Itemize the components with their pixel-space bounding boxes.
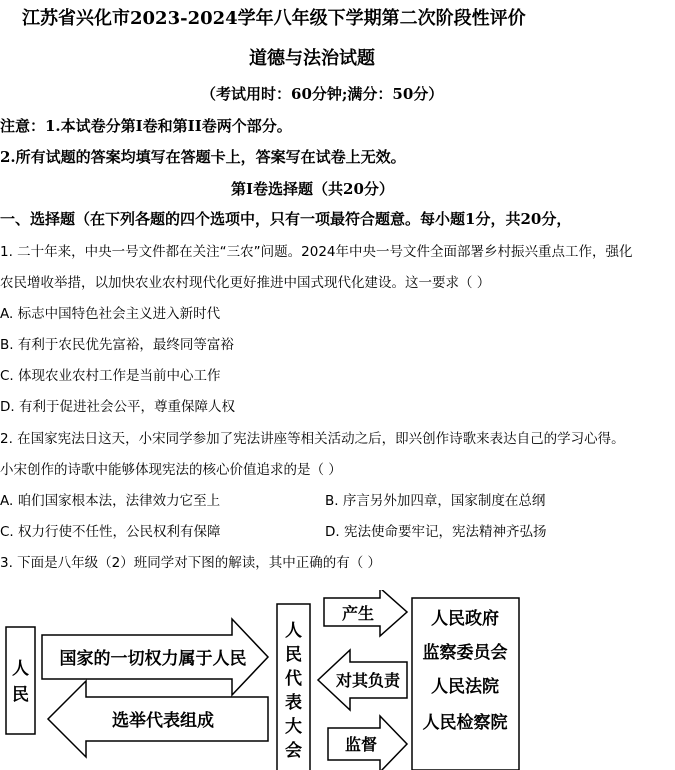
organ-government: 人民政府 — [431, 609, 499, 629]
arrow-top-label: 国家的一切权力属于人民 — [59, 649, 247, 669]
people-box — [6, 627, 35, 734]
q2-stem-line2: 小宋创作的诗歌中能够体现宪法的核心价值追求的是（ ） — [0, 462, 342, 478]
arrow-bottom-label: 选举代表组成 — [112, 711, 214, 731]
organ-court: 人民法院 — [431, 677, 499, 697]
organ-procuratorate: 人民检察院 — [422, 713, 508, 733]
arrow-responsible-label: 对其负责 — [335, 671, 401, 690]
q2-option-c: C. 权力行使不任性，公民权利有保障 — [0, 524, 221, 540]
congress-char-1: 人 — [285, 621, 302, 641]
q2-option-d: D. 宪法使命要牢记，宪法精神齐弘扬 — [325, 524, 547, 540]
q1-stem-line2: 农民增收举措，以加快农业农村现代化更好推进中国式现代化建设。这一要求（ ） — [0, 275, 491, 291]
q1-option-a: A. 标志中国特色社会主义进入新时代 — [0, 306, 221, 322]
power-structure-diagram — [0, 590, 675, 770]
q1-option-b: B. 有利于农民优先富裕，最终同等富裕 — [0, 337, 234, 353]
organ-supervisory-commission: 监察委员会 — [422, 643, 508, 663]
exam-info: （考试用时：60分钟;满分：50分） — [201, 85, 444, 103]
q2-option-b: B. 序言另外加四章，国家制度在总纲 — [325, 493, 546, 509]
arrow-produce-label: 产生 — [341, 604, 375, 623]
exam-subtitle: 道德与法治试题 — [249, 48, 375, 69]
exam-title: 江苏省兴化市2023-2024学年八年级下学期第二次阶段性评价 — [22, 8, 526, 29]
q2-option-a: A. 咱们国家根本法，法律效力它至上 — [0, 493, 221, 509]
congress-char-6: 会 — [285, 741, 302, 761]
note-1: 注意：1.本试卷分第I卷和第II卷两个部分。 — [0, 117, 292, 135]
q3-stem-line1: 3. 下面是八年级（2）班同学对下图的解读，其中正确的有（ ） — [0, 555, 382, 571]
people-char-1: 人民 — [12, 659, 29, 705]
q1-stem-line1: 1. 二十年来，中央一号文件都在关注“三农”问题。2024年中央一号文件全面部署乡村振兴重点工作，强化 — [0, 244, 633, 260]
congress-char-4: 表 — [285, 693, 302, 713]
arrow-supervise-label: 监督 — [344, 735, 378, 754]
congress-char-2: 民 — [285, 645, 302, 665]
congress-char-3: 代 — [285, 669, 302, 689]
note-2: 2.所有试题的答案均填写在答题卡上，答案写在试卷上无效。 — [0, 148, 406, 166]
q1-option-d: D. 有利于促进社会公平，尊重保障人权 — [0, 399, 235, 415]
q1-option-c: C. 体现农业农村工作是当前中心工作 — [0, 368, 221, 384]
q2-stem-line1: 2. 在国家宪法日这天，小宋同学参加了宪法讲座等相关活动之后，即兴创作诗歌来表达自己的学习心得。 — [0, 431, 625, 447]
section-heading: 第I卷选择题（共20分） — [231, 180, 394, 198]
congress-char-5: 大 — [285, 717, 302, 737]
section-instruction: 一、选择题（在下列各题的四个选项中，只有一项最符合题意。每小题1分，共20分， — [0, 210, 572, 228]
